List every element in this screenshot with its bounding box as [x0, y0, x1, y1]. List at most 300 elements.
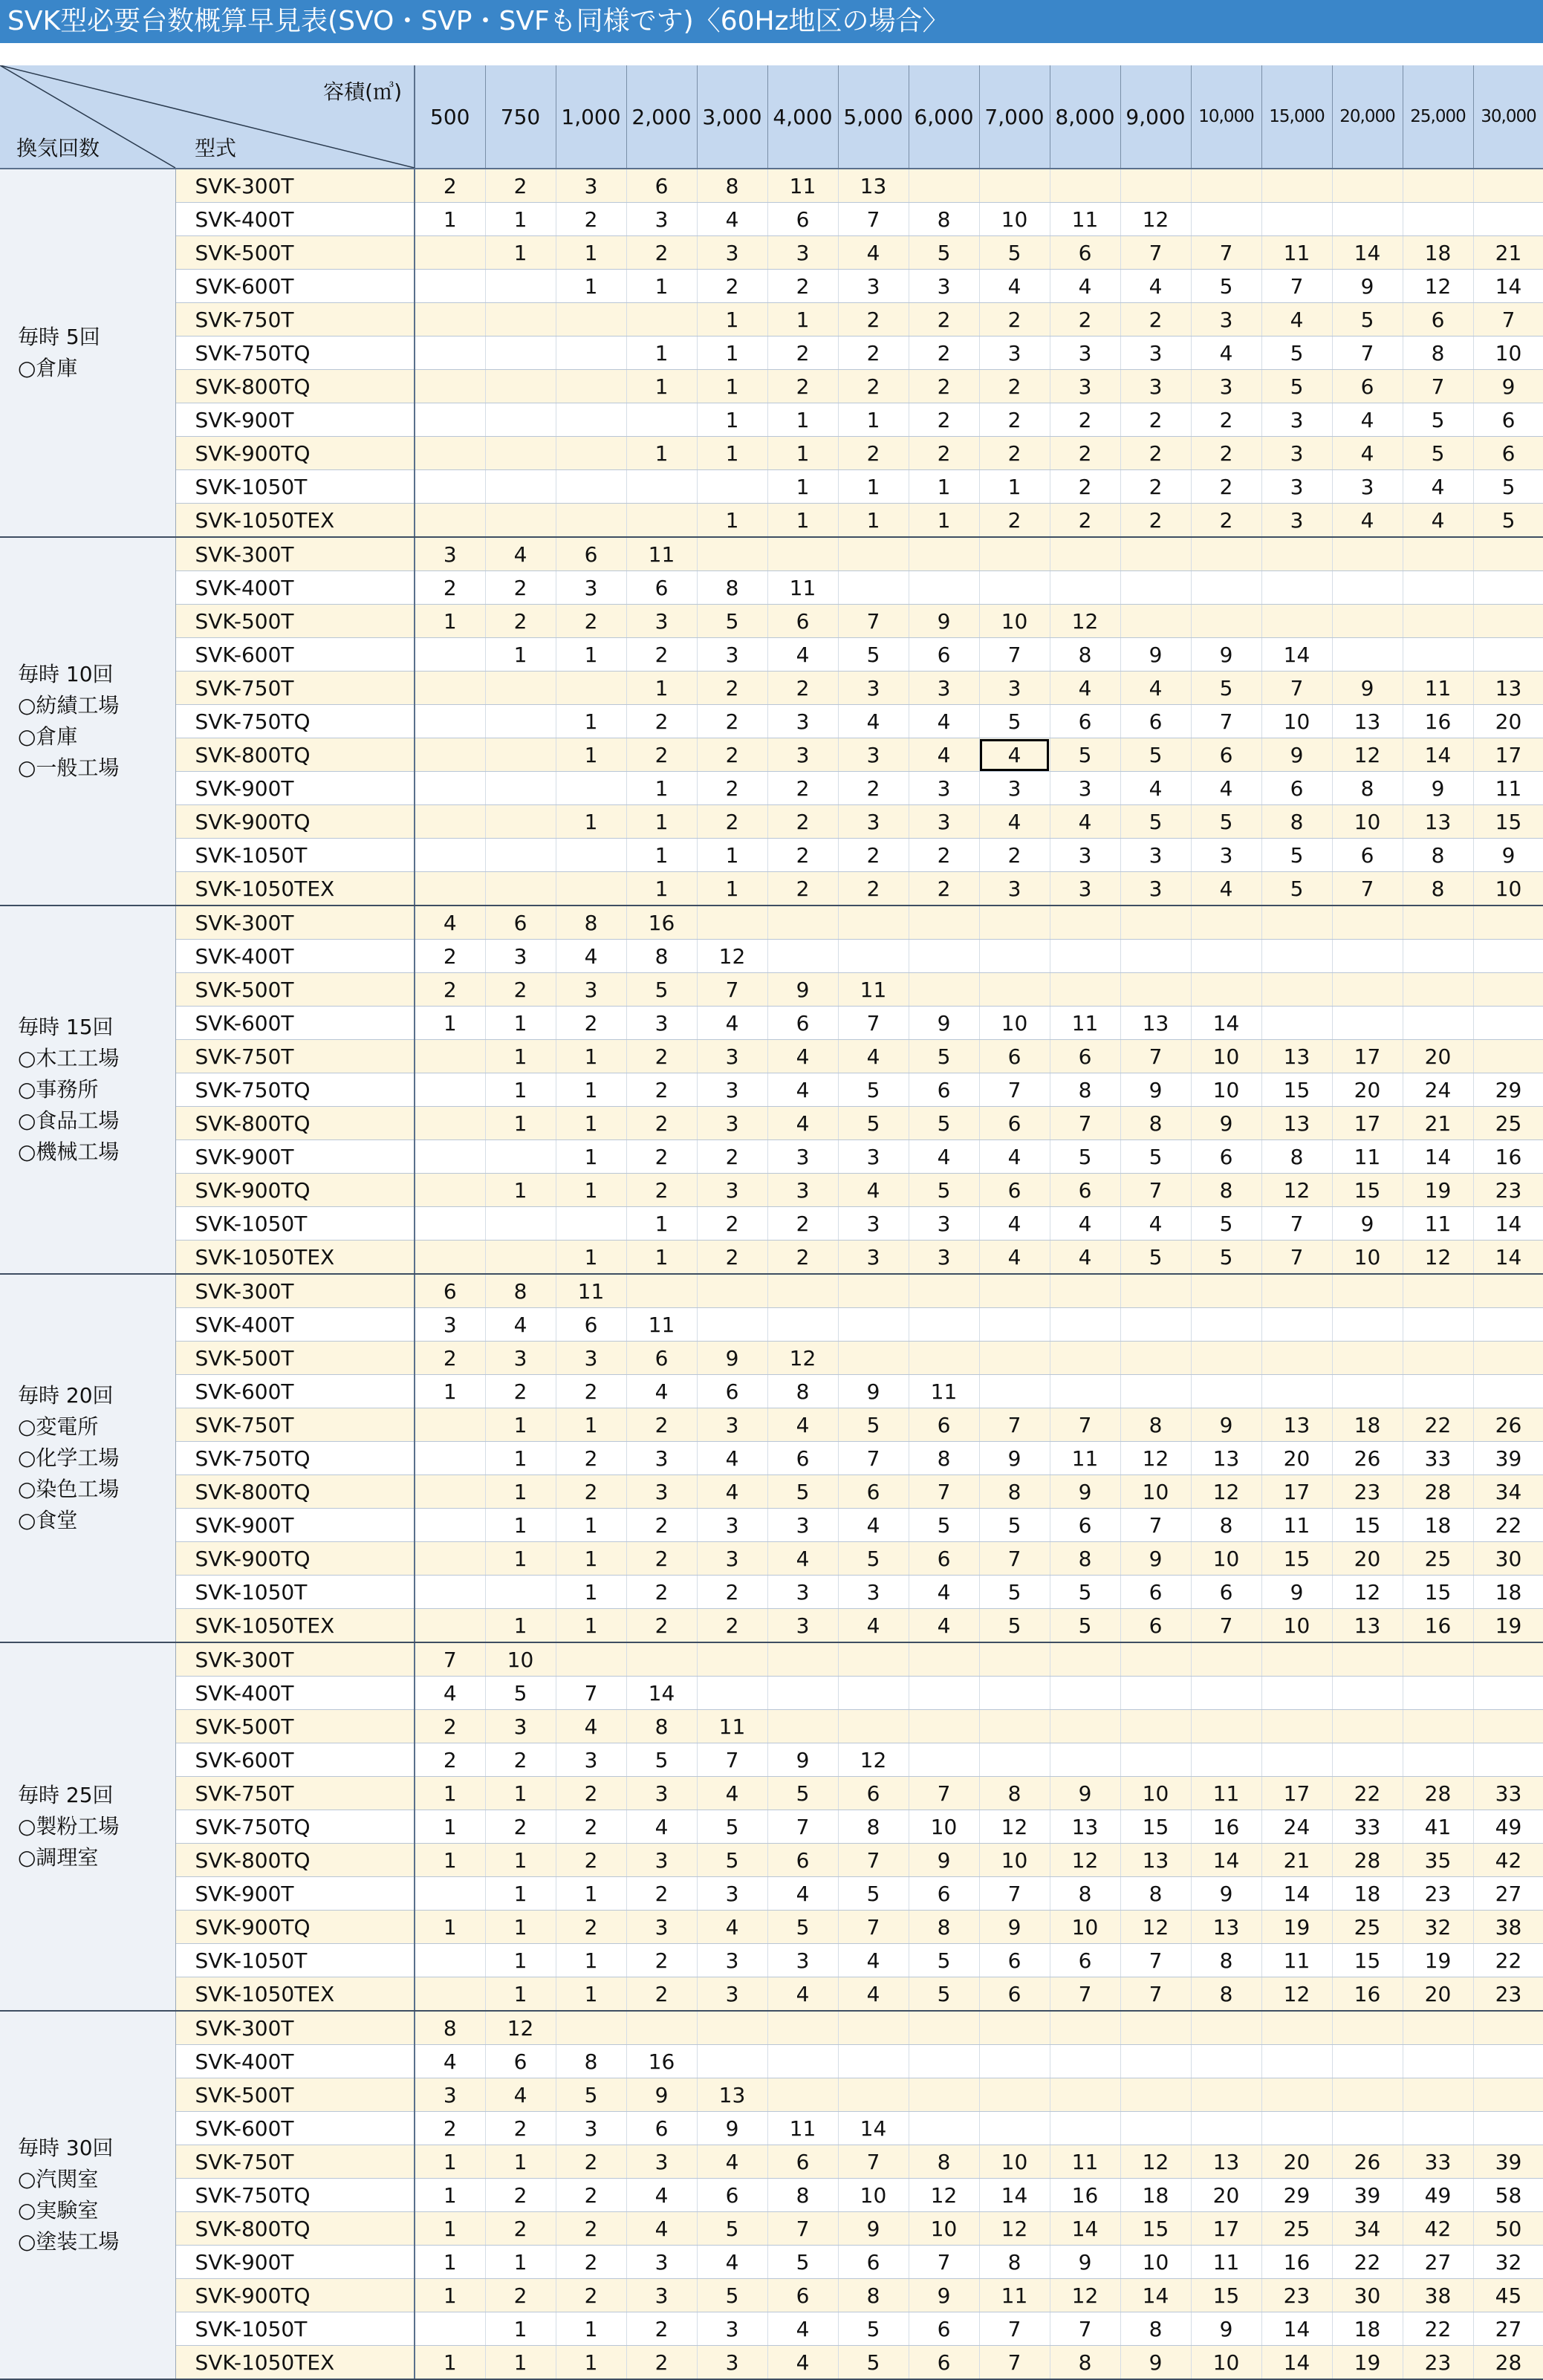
unit-count-cell	[1403, 1274, 1473, 1308]
unit-count-cell: 22	[1332, 2246, 1403, 2279]
unit-count-cell	[979, 2045, 1050, 2078]
model-name: SVK-800TQ	[175, 370, 415, 403]
unit-count-cell: 7	[697, 1743, 767, 1777]
unit-count-cell: 4	[767, 638, 838, 672]
model-name: SVK-900T	[175, 403, 415, 437]
unit-count-cell: 1	[626, 672, 697, 705]
unit-count-cell: 1	[415, 1007, 485, 1040]
unit-count-cell	[838, 940, 909, 973]
unit-count-cell	[1473, 2112, 1543, 2145]
unit-count-cell: 2	[626, 1542, 697, 1576]
unit-count-cell	[485, 705, 556, 738]
unit-count-cell: 12	[1332, 738, 1403, 772]
table-row	[0, 1475, 1543, 1509]
unit-count-cell: 5	[1120, 738, 1191, 772]
air-change-rate: 毎時 25回	[18, 1783, 114, 1807]
unit-count-cell: 17	[1261, 1777, 1332, 1810]
table-row	[0, 672, 1543, 705]
unit-count-cell: 3	[767, 1140, 838, 1174]
unit-count-cell: 3	[697, 1542, 767, 1576]
unit-count-cell	[979, 2011, 1050, 2045]
unit-count-cell: 3	[626, 1911, 697, 1944]
unit-count-cell: 11	[1050, 2145, 1120, 2179]
unit-count-cell: 5	[979, 1576, 1050, 1609]
unit-count-cell: 5	[979, 1609, 1050, 1643]
unit-count-cell: 5	[1120, 1241, 1191, 1275]
unit-count-cell: 4	[1050, 1207, 1120, 1241]
unit-count-cell	[485, 437, 556, 470]
unit-count-cell: 4	[1332, 403, 1403, 437]
model-name: SVK-1050T	[175, 1944, 415, 1977]
unit-count-cell: 1	[556, 1542, 626, 1576]
unit-count-cell: 6	[1261, 772, 1332, 805]
unit-count-cell: 13	[1261, 1107, 1332, 1140]
usage-label: ○変電所	[18, 1414, 99, 1439]
unit-count-cell: 10	[1191, 2346, 1261, 2380]
unit-count-cell	[1332, 1677, 1403, 1710]
unit-count-cell: 16	[626, 2045, 697, 2078]
model-name: SVK-900TQ	[175, 1911, 415, 1944]
unit-count-cell: 3	[626, 2145, 697, 2179]
table-row	[0, 1576, 1543, 1609]
unit-count-cell: 2	[626, 638, 697, 672]
unit-count-cell	[415, 839, 485, 872]
unit-count-cell: 6	[1120, 705, 1191, 738]
table-row	[0, 1911, 1543, 1944]
unit-count-cell	[1473, 571, 1543, 605]
unit-count-cell: 1	[979, 470, 1050, 504]
unit-count-cell	[1473, 973, 1543, 1007]
unit-count-cell	[1332, 1642, 1403, 1677]
unit-count-cell: 13	[1120, 1007, 1191, 1040]
usage-label: ○製粉工場	[18, 1814, 120, 1838]
table-row	[0, 905, 1543, 940]
model-name: SVK-300T	[175, 905, 415, 940]
unit-count-cell: 4	[1050, 672, 1120, 705]
unit-count-cell	[415, 370, 485, 403]
unit-count-cell: 2	[979, 437, 1050, 470]
unit-count-cell	[1473, 2011, 1543, 2045]
unit-count-cell: 4	[1050, 1241, 1120, 1275]
unit-count-cell	[415, 1609, 485, 1643]
unit-count-cell: 14	[1050, 2212, 1120, 2246]
unit-count-cell: 7	[979, 1542, 1050, 1576]
unit-count-cell: 4	[626, 1375, 697, 1408]
unit-count-cell	[1261, 537, 1332, 571]
unit-count-cell	[1191, 973, 1261, 1007]
model-name: SVK-300T	[175, 2011, 415, 2045]
unit-count-cell	[1120, 605, 1191, 638]
unit-count-cell: 1	[485, 1475, 556, 1509]
model-name: SVK-1050T	[175, 470, 415, 504]
model-name: SVK-750T	[175, 1777, 415, 1810]
unit-count-cell: 1	[556, 1977, 626, 2012]
unit-count-cell	[1191, 1677, 1261, 1710]
unit-count-cell: 8	[626, 940, 697, 973]
unit-count-cell: 50	[1473, 2212, 1543, 2246]
table-row	[0, 839, 1543, 872]
unit-count-cell: 16	[1191, 1810, 1261, 1844]
unit-count-cell	[1261, 605, 1332, 638]
unit-count-cell: 10	[1191, 1040, 1261, 1073]
unit-count-cell	[838, 1642, 909, 1677]
unit-count-cell: 2	[556, 1777, 626, 1810]
unit-count-cell	[1473, 1007, 1543, 1040]
unit-count-cell: 8	[1191, 1509, 1261, 1542]
unit-count-cell: 3	[767, 1509, 838, 1542]
air-change-group	[0, 2011, 175, 2379]
table-row	[0, 1743, 1543, 1777]
unit-count-cell: 5	[1191, 805, 1261, 839]
unit-count-cell: 1	[485, 1977, 556, 2012]
unit-count-cell: 10	[909, 2212, 979, 2246]
unit-count-cell: 2	[415, 2112, 485, 2145]
unit-count-cell: 9	[1050, 1475, 1120, 1509]
unit-count-cell: 22	[1473, 1509, 1543, 1542]
unit-count-cell: 5	[909, 1944, 979, 1977]
unit-count-cell: 7	[1120, 1977, 1191, 2012]
highlighted-cell: 4	[979, 738, 1050, 772]
unit-count-cell	[1332, 1342, 1403, 1375]
unit-count-cell: 10	[1120, 2246, 1191, 2279]
unit-count-cell: 5	[838, 2346, 909, 2380]
unit-count-cell: 1	[415, 2212, 485, 2246]
unit-count-cell: 1	[415, 2179, 485, 2212]
model-name: SVK-750TQ	[175, 2179, 415, 2212]
model-name: SVK-600T	[175, 1743, 415, 1777]
unit-count-cell: 4	[1332, 504, 1403, 538]
unit-count-cell	[909, 1677, 979, 1710]
unit-count-cell: 1	[626, 839, 697, 872]
unit-count-cell: 11	[1050, 1442, 1120, 1475]
unit-count-cell: 5	[838, 2312, 909, 2346]
unit-count-cell: 22	[1403, 1408, 1473, 1442]
unit-count-cell: 8	[767, 2179, 838, 2212]
unit-count-cell	[415, 672, 485, 705]
unit-count-cell: 3	[1120, 370, 1191, 403]
unit-count-cell: 8	[767, 1375, 838, 1408]
unit-count-cell: 2	[485, 571, 556, 605]
unit-count-cell	[979, 1677, 1050, 1710]
unit-count-cell: 6	[909, 1073, 979, 1107]
unit-count-cell	[1120, 1274, 1191, 1308]
unit-count-cell: 2	[485, 169, 556, 203]
unit-count-cell: 6	[1332, 370, 1403, 403]
unit-count-cell: 16	[1473, 1140, 1543, 1174]
unit-count-cell	[767, 1677, 838, 1710]
model-name: SVK-500T	[175, 2078, 415, 2112]
unit-count-cell: 14	[626, 1677, 697, 1710]
unit-count-cell	[1050, 940, 1120, 973]
unit-count-cell: 7	[1050, 1408, 1120, 1442]
unit-count-cell	[1403, 905, 1473, 940]
unit-count-cell: 6	[767, 605, 838, 638]
unit-count-cell	[626, 1274, 697, 1308]
unit-count-cell	[1050, 2112, 1120, 2145]
unit-count-cell	[1332, 537, 1403, 571]
unit-count-cell	[556, 772, 626, 805]
unit-count-cell	[1332, 905, 1403, 940]
unit-count-cell: 1	[556, 1609, 626, 1643]
unit-count-cell: 10	[979, 1844, 1050, 1877]
unit-count-cell: 6	[1050, 1509, 1120, 1542]
unit-count-cell: 6	[485, 2045, 556, 2078]
unit-count-cell: 8	[909, 2145, 979, 2179]
unit-count-cell: 4	[697, 1475, 767, 1509]
unit-count-cell: 1	[415, 2279, 485, 2312]
unit-count-cell	[838, 2045, 909, 2078]
unit-count-cell: 4	[697, 1442, 767, 1475]
unit-count-cell: 32	[1403, 1911, 1473, 1944]
unit-count-cell: 6	[909, 1542, 979, 1576]
unit-count-cell: 6	[626, 2112, 697, 2145]
table-row	[0, 169, 1543, 203]
unit-count-cell: 12	[1120, 1442, 1191, 1475]
unit-count-cell: 1	[556, 705, 626, 738]
table-row	[0, 705, 1543, 738]
unit-count-cell: 2	[556, 2145, 626, 2179]
unit-count-cell: 7	[909, 2246, 979, 2279]
unit-count-cell: 30	[1473, 1542, 1543, 1576]
unit-count-cell: 10	[1050, 1911, 1120, 1944]
unit-count-cell	[1332, 1308, 1403, 1342]
unit-count-cell: 7	[1050, 1107, 1120, 1140]
unit-count-cell	[1332, 203, 1403, 236]
unit-count-cell: 2	[626, 1509, 697, 1542]
table-row	[0, 1844, 1543, 1877]
unit-count-cell	[979, 2112, 1050, 2145]
unit-count-cell: 6	[1050, 1174, 1120, 1207]
unit-count-cell	[1261, 169, 1332, 203]
table-row	[0, 336, 1543, 370]
unit-count-cell: 3	[697, 1509, 767, 1542]
unit-count-cell: 6	[838, 1475, 909, 1509]
unit-count-cell: 1	[556, 270, 626, 303]
unit-count-cell: 4	[767, 2346, 838, 2380]
unit-count-cell: 14	[1403, 1140, 1473, 1174]
unit-count-cell	[1120, 537, 1191, 571]
table-row	[0, 1342, 1543, 1375]
unit-count-cell: 12	[1191, 1475, 1261, 1509]
unit-count-cell	[485, 303, 556, 336]
unit-count-cell: 14	[1473, 1241, 1543, 1275]
unit-count-cell: 33	[1332, 1810, 1403, 1844]
unit-count-cell	[909, 169, 979, 203]
unit-count-cell	[909, 537, 979, 571]
unit-count-cell: 4	[979, 1140, 1050, 1174]
unit-count-cell	[485, 1241, 556, 1275]
unit-count-cell	[909, 2011, 979, 2045]
model-name: SVK-750T	[175, 2145, 415, 2179]
unit-count-cell: 4	[767, 1408, 838, 1442]
unit-count-cell: 1	[415, 1911, 485, 1944]
unit-count-cell: 2	[415, 169, 485, 203]
unit-count-cell: 21	[1473, 236, 1543, 270]
unit-count-cell	[1473, 2045, 1543, 2078]
unit-count-cell	[1473, 1342, 1543, 1375]
unit-count-cell: 5	[697, 2212, 767, 2246]
table-row	[0, 772, 1543, 805]
unit-count-cell: 3	[626, 203, 697, 236]
unit-count-cell: 14	[1261, 1877, 1332, 1911]
unit-count-cell	[415, 2312, 485, 2346]
unit-count-cell	[909, 1743, 979, 1777]
unit-count-cell: 2	[909, 336, 979, 370]
unit-count-cell: 5	[1191, 1207, 1261, 1241]
unit-count-cell: 4	[1120, 672, 1191, 705]
unit-count-cell: 12	[909, 2179, 979, 2212]
unit-count-cell: 10	[838, 2179, 909, 2212]
unit-count-cell: 8	[697, 571, 767, 605]
unit-count-cell: 11	[1403, 1207, 1473, 1241]
unit-count-cell: 10	[1261, 1609, 1332, 1643]
table-row	[0, 1375, 1543, 1408]
unit-count-cell: 1	[838, 470, 909, 504]
model-name: SVK-750T	[175, 1040, 415, 1073]
unit-count-cell: 3	[1050, 336, 1120, 370]
usage-label: ○調理室	[18, 1845, 99, 1870]
capacity-header: 500	[415, 65, 485, 169]
unit-count-cell	[838, 1342, 909, 1375]
unit-count-cell: 20	[1261, 2145, 1332, 2179]
air-change-group	[0, 1274, 175, 1642]
unit-count-cell: 1	[485, 1408, 556, 1442]
unit-count-cell: 49	[1403, 2179, 1473, 2212]
unit-count-cell: 10	[909, 1810, 979, 1844]
unit-count-cell: 2	[1050, 504, 1120, 538]
unit-count-cell	[1332, 973, 1403, 1007]
unit-count-cell: 5	[838, 1073, 909, 1107]
unit-count-cell: 7	[1191, 705, 1261, 738]
unit-count-cell: 5	[1261, 872, 1332, 906]
unit-count-cell: 2	[415, 940, 485, 973]
unit-count-cell	[1473, 1308, 1543, 1342]
unit-count-cell	[979, 940, 1050, 973]
unit-count-cell: 8	[697, 169, 767, 203]
unit-count-cell: 9	[1473, 370, 1543, 403]
unit-count-cell: 2	[485, 1810, 556, 1844]
unit-count-cell: 2	[697, 1207, 767, 1241]
unit-count-cell	[485, 738, 556, 772]
model-name: SVK-900T	[175, 1140, 415, 1174]
unit-count-cell: 2	[415, 1710, 485, 1743]
unit-count-cell: 3	[697, 1073, 767, 1107]
unit-count-cell: 1	[767, 303, 838, 336]
unit-count-cell: 17	[1473, 738, 1543, 772]
unit-count-cell: 1	[838, 403, 909, 437]
unit-count-cell: 1	[485, 1777, 556, 1810]
unit-count-cell	[1261, 1007, 1332, 1040]
unit-count-cell: 1	[556, 1174, 626, 1207]
usage-label: ○事務所	[18, 1077, 99, 1102]
unit-count-cell	[1191, 1274, 1261, 1308]
unit-count-cell: 7	[838, 2145, 909, 2179]
usage-label: ○木工工場	[18, 1046, 120, 1070]
table-row	[0, 303, 1543, 336]
unit-count-cell: 5	[1191, 1241, 1261, 1275]
unit-count-cell: 3	[697, 236, 767, 270]
unit-count-cell: 1	[556, 1107, 626, 1140]
capacity-header: 25,000	[1403, 65, 1473, 169]
unit-count-cell	[1120, 169, 1191, 203]
air-change-label: 換気回数	[16, 136, 100, 160]
model-name: SVK-400T	[175, 571, 415, 605]
table-row	[0, 370, 1543, 403]
model-name: SVK-900TQ	[175, 805, 415, 839]
unit-count-cell: 2	[1050, 437, 1120, 470]
unit-count-cell: 2	[626, 1140, 697, 1174]
unit-count-cell	[1403, 1342, 1473, 1375]
table-row	[0, 571, 1543, 605]
unit-count-cell: 12	[979, 2212, 1050, 2246]
unit-count-cell: 7	[1120, 1040, 1191, 1073]
unit-count-cell: 4	[697, 203, 767, 236]
unit-count-cell: 3	[697, 1174, 767, 1207]
unit-count-cell	[1050, 2045, 1120, 2078]
unit-count-cell: 3	[1261, 403, 1332, 437]
unit-count-cell: 3	[556, 169, 626, 203]
unit-count-cell	[1261, 905, 1332, 940]
unit-count-cell	[485, 839, 556, 872]
unit-count-cell: 8	[1050, 638, 1120, 672]
unit-count-cell: 1	[485, 638, 556, 672]
unit-count-cell: 11	[1191, 1777, 1261, 1810]
unit-count-cell: 1	[415, 1375, 485, 1408]
unit-count-cell: 26	[1332, 2145, 1403, 2179]
unit-count-cell: 8	[415, 2011, 485, 2045]
unit-count-cell	[1050, 1308, 1120, 1342]
unit-count-cell	[1120, 2045, 1191, 2078]
unit-count-cell: 14	[1473, 1207, 1543, 1241]
unit-count-cell: 5	[1120, 805, 1191, 839]
unit-count-cell: 1	[485, 1844, 556, 1877]
model-name: SVK-900TQ	[175, 1174, 415, 1207]
unit-count-cell	[415, 772, 485, 805]
unit-count-cell: 4	[1050, 805, 1120, 839]
unit-count-cell: 19	[1332, 2346, 1403, 2380]
unit-count-cell: 7	[1473, 303, 1543, 336]
unit-count-cell: 3	[697, 2312, 767, 2346]
unit-count-cell: 5	[1050, 1140, 1120, 1174]
unit-count-cell: 2	[415, 973, 485, 1007]
unit-count-cell	[1473, 1677, 1543, 1710]
unit-count-cell: 5	[697, 1844, 767, 1877]
unit-count-cell: 3	[626, 1007, 697, 1040]
unit-count-cell: 7	[697, 973, 767, 1007]
unit-count-cell	[1473, 605, 1543, 638]
unit-count-cell: 4	[838, 1609, 909, 1643]
unit-count-cell: 3	[1332, 470, 1403, 504]
capacity-label: 容積(㎥)	[323, 79, 402, 104]
unit-count-cell	[979, 1308, 1050, 1342]
unit-count-cell	[1473, 1040, 1543, 1073]
unit-count-cell: 3	[1120, 336, 1191, 370]
model-name: SVK-400T	[175, 203, 415, 236]
unit-count-cell: 11	[1261, 1509, 1332, 1542]
unit-count-cell: 8	[1261, 1140, 1332, 1174]
unit-count-cell: 5	[1191, 672, 1261, 705]
unit-count-cell: 7	[838, 1844, 909, 1877]
unit-count-cell: 5	[979, 236, 1050, 270]
unit-count-cell: 1	[556, 1509, 626, 1542]
unit-count-cell: 11	[626, 537, 697, 571]
unit-count-cell	[485, 270, 556, 303]
capacity-header: 5,000	[838, 65, 909, 169]
unit-count-cell	[1050, 169, 1120, 203]
unit-count-cell	[1120, 1375, 1191, 1408]
unit-count-cell: 2	[626, 1408, 697, 1442]
unit-count-cell	[626, 470, 697, 504]
